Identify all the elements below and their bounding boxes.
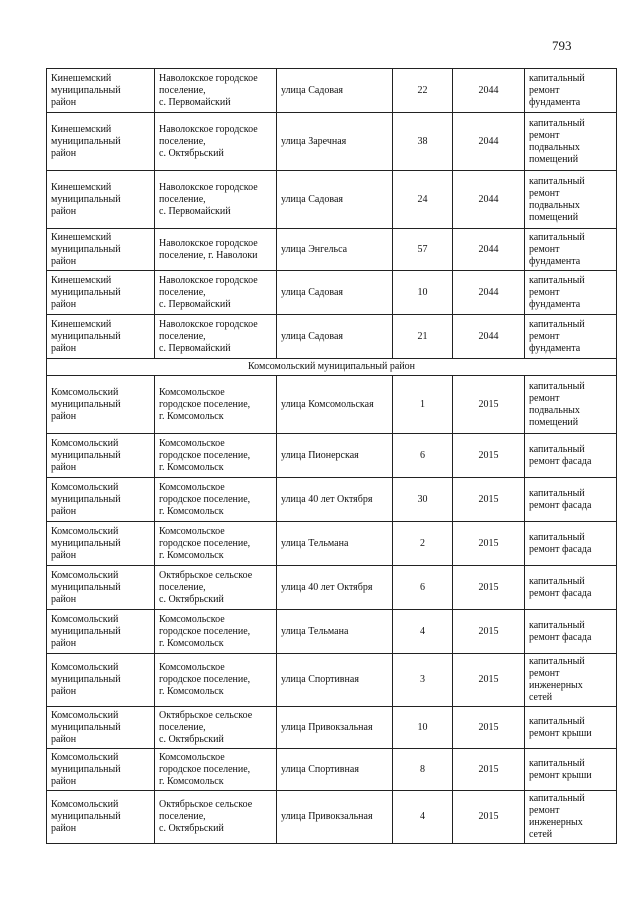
house-number-cell: [393, 522, 453, 566]
settlement-text: Октябрьское сельское поселение, с. Октябрьский: [159, 569, 253, 605]
year-text: 2044: [478, 135, 499, 147]
year-cell: [453, 749, 525, 791]
settlement-text: Комсомольское городское поселение, г. Комсомольск: [159, 437, 251, 473]
house-number-text: 21: [417, 330, 428, 342]
work-type-cell: [525, 434, 617, 478]
district-cell: [47, 610, 155, 654]
house-number-cell: [393, 749, 453, 791]
district-text: Кинешемский муниципальный район: [51, 274, 121, 310]
year-cell: [453, 566, 525, 610]
settlement-cell: [155, 171, 277, 229]
year-cell: [453, 654, 525, 707]
settlement-text: Наволокское городское поселение, с. Первомайский: [159, 72, 258, 108]
table-body: [47, 69, 617, 844]
settlement-cell: [155, 610, 277, 654]
house-number-text: 4: [420, 811, 425, 822]
work-type-cell: [525, 229, 617, 271]
district-text: Комсомольский муниципальный район: [51, 613, 121, 649]
district-text: Комсомольский муниципальный район: [51, 569, 121, 605]
district-text: Кинешемский муниципальный район: [51, 231, 121, 267]
street-cell: [277, 522, 393, 566]
street-cell: [277, 271, 393, 315]
district-cell: [47, 749, 155, 791]
district-cell: [47, 522, 155, 566]
settlement-text: Октябрьское сельское поселение, с. Октябрьский: [159, 709, 253, 745]
repair-program-table: [46, 68, 617, 844]
district-text: Комсомольский муниципальный район: [51, 481, 121, 517]
year-cell: [453, 434, 525, 478]
district-text: Комсомольский муниципальный район: [51, 751, 121, 787]
table-row: [47, 271, 617, 315]
street-text: улица Садовая: [281, 193, 344, 205]
street-cell: [277, 69, 393, 113]
year-cell: [453, 376, 525, 434]
district-text: Кинешемский муниципальный район: [51, 318, 121, 354]
settlement-cell: [155, 654, 277, 707]
street-cell: [277, 171, 393, 229]
table-row: [47, 566, 617, 610]
settlement-text: Наволокское городское поселение, с. Первомайский: [159, 318, 258, 354]
settlement-cell: [155, 271, 277, 315]
district-text: Кинешемский муниципальный район: [51, 123, 121, 159]
house-number-cell: [393, 478, 453, 522]
year-cell: [453, 113, 525, 171]
table-row: [47, 315, 617, 359]
district-cell: [47, 478, 155, 522]
settlement-cell: [155, 707, 277, 749]
house-number-cell: [393, 434, 453, 478]
street-cell: [277, 315, 393, 359]
street-cell: [277, 566, 393, 610]
settlement-text: Наволокское городское поселение, г. Наволоки: [159, 237, 258, 261]
settlement-text: Комсомольское городское поселение, г. Комсомольск: [159, 613, 251, 649]
street-cell: [277, 376, 393, 434]
work-type-text: капитальный ремонт подвальных помещений: [529, 380, 585, 428]
district-cell: [47, 707, 155, 749]
district-cell: [47, 69, 155, 113]
house-number-text: 24: [417, 193, 428, 205]
house-number-text: 6: [420, 449, 425, 461]
street-text: улица Энгельса: [281, 243, 348, 255]
table-row: [47, 707, 617, 749]
street-cell: [277, 113, 393, 171]
street-text: улица Садовая: [281, 286, 344, 298]
settlement-text: Комсомольское городское поселение, г. Комсомольск: [159, 662, 251, 697]
work-type-text: капитальный ремонт фасада: [529, 487, 592, 511]
work-type-text: капитальный ремонт фасада: [529, 575, 592, 599]
work-type-text: капитальный ремонт крыши: [529, 715, 592, 739]
work-type-cell: [525, 113, 617, 171]
street-text: улица Садовая: [281, 330, 344, 342]
year-cell: [453, 610, 525, 654]
district-cell: [47, 315, 155, 359]
work-type-cell: [525, 707, 617, 749]
page-number: 793: [552, 38, 572, 53]
table-row: [47, 610, 617, 654]
settlement-cell: [155, 434, 277, 478]
year-text: 2015: [478, 493, 499, 505]
street-text: улица Спортивная: [281, 763, 359, 775]
house-number-cell: [393, 707, 453, 749]
settlement-cell: [155, 69, 277, 113]
house-number-cell: [393, 69, 453, 113]
street-cell: [277, 654, 393, 707]
settlement-text: Наволокское городское поселение, с. Первомайский: [159, 274, 258, 310]
work-type-cell: [525, 271, 617, 315]
street-cell: [277, 749, 393, 791]
house-number-text: 22: [417, 84, 428, 96]
table-row: [47, 376, 617, 434]
street-text: улица Садовая: [281, 84, 344, 96]
work-type-text: капитальный ремонт фундамента: [529, 72, 585, 108]
house-number-cell: [393, 610, 453, 654]
settlement-text: Комсомольское городское поселение, г. Комсомольск: [159, 525, 251, 561]
work-type-cell: [525, 171, 617, 229]
work-type-text: капитальный ремонт фундамента: [529, 318, 585, 354]
street-text: улица Спортивная: [281, 674, 359, 685]
district-cell: [47, 791, 155, 844]
settlement-cell: [155, 791, 277, 844]
street-cell: [277, 791, 393, 844]
year-text: 2044: [478, 286, 499, 298]
year-cell: [453, 522, 525, 566]
district-cell: [47, 566, 155, 610]
street-text: улица Пионерская: [281, 449, 359, 461]
year-cell: [453, 478, 525, 522]
table-row: [47, 171, 617, 229]
street-text: улица Тельмана: [281, 537, 349, 549]
street-text: улица 40 лет Октября: [281, 581, 373, 593]
district-cell: [47, 376, 155, 434]
house-number-text: 2: [420, 537, 425, 549]
street-text: улица Привокзальная: [281, 721, 373, 733]
settlement-text: Комсомольское городское поселение, г. Комсомольск: [159, 751, 251, 787]
house-number-text: 10: [417, 721, 428, 733]
house-number-text: 30: [417, 493, 428, 505]
work-type-cell: [525, 315, 617, 359]
section-title-cell: [47, 359, 617, 376]
table-row: [47, 434, 617, 478]
work-type-text: капитальный ремонт фундамента: [529, 274, 585, 310]
work-type-cell: [525, 749, 617, 791]
work-type-cell: [525, 791, 617, 844]
year-text: 2044: [478, 193, 499, 205]
table-row: [47, 229, 617, 271]
work-type-text: капитальный ремонт подвальных помещений: [529, 175, 585, 223]
house-number-text: 6: [420, 581, 425, 593]
house-number-cell: [393, 113, 453, 171]
settlement-text: Октябрьское сельское поселение, с. Октябрьский: [159, 799, 253, 834]
year-cell: [453, 69, 525, 113]
settlement-cell: [155, 566, 277, 610]
year-text: 2015: [478, 763, 499, 775]
district-text: Комсомольский муниципальный район: [51, 709, 121, 745]
year-text: 2044: [478, 84, 499, 96]
table-row: [47, 478, 617, 522]
settlement-cell: [155, 229, 277, 271]
year-cell: [453, 707, 525, 749]
street-text: улица Комсомольская: [281, 398, 374, 410]
district-text: Комсомольский муниципальный район: [51, 662, 121, 697]
table-row: [47, 654, 617, 707]
work-type-cell: [525, 478, 617, 522]
settlement-cell: [155, 315, 277, 359]
settlement-cell: [155, 478, 277, 522]
district-text: Комсомольский муниципальный район: [51, 525, 121, 561]
year-cell: [453, 791, 525, 844]
work-type-text: капитальный ремонт подвальных помещений: [529, 117, 585, 165]
year-cell: [453, 315, 525, 359]
settlement-cell: [155, 749, 277, 791]
table-row: [47, 791, 617, 844]
work-type-cell: [525, 610, 617, 654]
work-type-cell: [525, 376, 617, 434]
year-text: 2015: [478, 674, 499, 685]
table-row: [47, 69, 617, 113]
district-text: Комсомольский муниципальный район: [51, 799, 121, 834]
house-number-cell: [393, 376, 453, 434]
settlement-text: Наволокское городское поселение, с. Октябрьский: [159, 123, 258, 159]
district-cell: [47, 229, 155, 271]
district-cell: [47, 654, 155, 707]
year-text: 2015: [478, 721, 499, 733]
year-text: 2044: [478, 330, 499, 342]
year-text: 2015: [478, 537, 499, 549]
street-cell: [277, 707, 393, 749]
year-text: 2015: [478, 581, 499, 593]
work-type-text: капитальный ремонт фундамента: [529, 231, 585, 267]
year-cell: [453, 271, 525, 315]
settlement-text: Комсомольское городское поселение, г. Комсомольск: [159, 386, 251, 422]
street-text: улица Привокзальная: [281, 811, 373, 822]
district-cell: [47, 434, 155, 478]
district-cell: [47, 271, 155, 315]
work-type-text: капитальный ремонт фасада: [529, 443, 592, 467]
district-text: Комсомольский муниципальный район: [51, 437, 121, 473]
settlement-cell: [155, 113, 277, 171]
year-text: 2015: [478, 811, 499, 822]
street-text: улица Заречная: [281, 135, 347, 147]
table-row: [47, 113, 617, 171]
house-number-text: 4: [420, 625, 425, 637]
house-number-text: 10: [417, 286, 428, 298]
year-text: 2015: [478, 625, 499, 637]
street-cell: [277, 610, 393, 654]
year-text: 2015: [478, 398, 499, 410]
house-number-text: 57: [417, 243, 428, 255]
house-number-cell: [393, 271, 453, 315]
work-type-cell: [525, 69, 617, 113]
house-number-cell: [393, 566, 453, 610]
district-text: Комсомольский муниципальный район: [51, 386, 121, 422]
house-number-text: 3: [420, 674, 425, 685]
house-number-cell: [393, 315, 453, 359]
table-row: [47, 522, 617, 566]
work-type-cell: [525, 566, 617, 610]
settlement-cell: [155, 376, 277, 434]
work-type-cell: [525, 522, 617, 566]
street-text: улица 40 лет Октября: [281, 493, 373, 505]
settlement-text: Комсомольское городское поселение, г. Комсомольск: [159, 481, 251, 517]
street-cell: [277, 478, 393, 522]
work-type-text: капитальный ремонт крыши: [529, 757, 592, 781]
district-cell: [47, 171, 155, 229]
year-cell: [453, 229, 525, 271]
work-type-text: капитальный ремонт инженерных сетей: [529, 656, 585, 703]
house-number-text: 8: [420, 763, 425, 775]
work-type-text: капитальный ремонт фасада: [529, 619, 592, 643]
year-cell: [453, 171, 525, 229]
section-row: [47, 359, 617, 376]
house-number-text: 1: [420, 398, 425, 410]
settlement-text: Наволокское городское поселение, с. Первомайский: [159, 181, 258, 217]
table-row: [47, 749, 617, 791]
house-number-cell: [393, 229, 453, 271]
section-title: Комсомольский муниципальный район: [247, 361, 416, 372]
street-text: улица Тельмана: [281, 625, 349, 637]
street-cell: [277, 229, 393, 271]
district-cell: [47, 113, 155, 171]
house-number-cell: [393, 654, 453, 707]
work-type-text: капитальный ремонт инженерных сетей: [529, 793, 585, 840]
street-cell: [277, 434, 393, 478]
settlement-cell: [155, 522, 277, 566]
year-text: 2044: [478, 243, 499, 255]
district-text: Кинешемский муниципальный район: [51, 181, 121, 217]
work-type-text: капитальный ремонт фасада: [529, 531, 592, 555]
house-number-cell: [393, 171, 453, 229]
house-number-text: 38: [417, 135, 428, 147]
work-type-cell: [525, 654, 617, 707]
house-number-cell: [393, 791, 453, 844]
district-text: Кинешемский муниципальный район: [51, 72, 121, 108]
year-text: 2015: [478, 449, 499, 461]
